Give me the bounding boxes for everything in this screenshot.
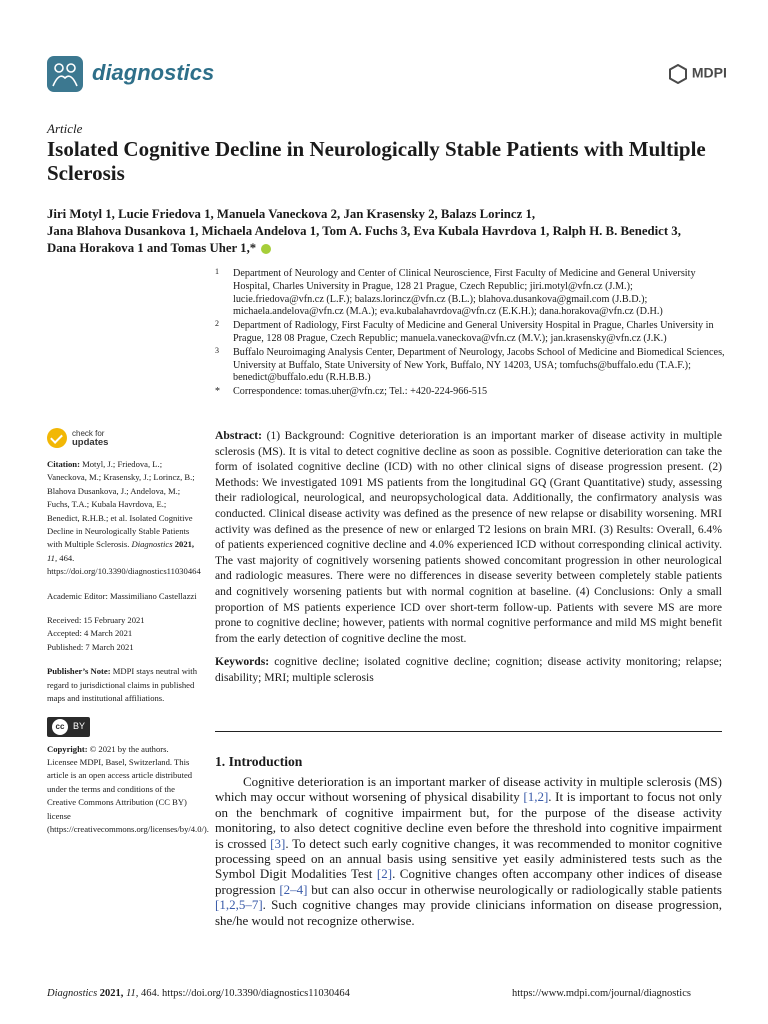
- reference-link[interactable]: [1,2]: [523, 789, 549, 805]
- citation-block: [47, 458, 199, 579]
- author-line: [47, 240, 727, 257]
- citation-journal: Diagnostics: [131, 539, 173, 550]
- affiliation-text: Department of Radiology, First Faculty of Medicine and General University Hospital in Prague, Charles University in Prague, 128 08 Prague, Czech Republic; manuela.vaneckova@vfn.cz (M.V.); jan.krasensky@vfn.cz (J.K.): [233, 320, 714, 344]
- journal-logo-icon: [47, 56, 83, 92]
- affiliation-number: 3: [215, 345, 219, 355]
- publisher-name: MDPI: [691, 64, 727, 81]
- intro-text: Cognitive deterioration is an important marker of disease activity in multiple sclerosis (MS) which may occur without worsening of physical disability: [215, 774, 722, 805]
- footer-journal: Diagnostics: [47, 988, 98, 999]
- affiliation-item: [215, 268, 725, 319]
- keywords: [215, 654, 722, 685]
- article-type: Article: [47, 121, 83, 136]
- footer-volume: 11,: [126, 988, 139, 999]
- publisher-note: [47, 665, 199, 705]
- dates-block: [47, 614, 199, 654]
- affiliation-number: 2: [215, 319, 219, 329]
- reference-link[interactable]: [2]: [376, 866, 393, 882]
- footer-doi[interactable]: 464. https://doi.org/10.3390/diagnostics11030464: [141, 988, 350, 999]
- check-updates-icon: [47, 428, 67, 448]
- abstract-label: Abstract:: [215, 429, 263, 442]
- check-for-updates-button[interactable]: [47, 428, 199, 448]
- intro-text: . To detect such early cognitive changes, it was recommended to monitor cognitive processing speed on an annual basis using sensitive yet easily administered tests such as the Symbol Digit Modalities Test: [215, 835, 722, 882]
- keywords-label: Keywords:: [215, 655, 270, 669]
- correspondence-text: Correspondence: tomas.uher@vfn.cz; Tel.: +420-224-966-515: [233, 386, 488, 398]
- intro-text: . Such cognitive changes may provide clinicians information on disease progression, she/he would not recognize otherwise.: [215, 897, 722, 928]
- orcid-icon[interactable]: [261, 244, 271, 254]
- article-title: Isolated Cognitive Decline in Neurologically Stable Patients with Multiple Sclerosis: [47, 137, 706, 185]
- keywords-text: cognitive decline; isolated cognitive decline; cognition; disease activity monitoring; relapse; disability; MRI; multiple sclerosis: [215, 655, 722, 684]
- copyright-label: Copyright:: [47, 743, 88, 754]
- updates-line1: check for: [72, 429, 105, 438]
- publisher-logo[interactable]: [668, 64, 727, 84]
- accepted-date: Accepted: 4 March 2021: [47, 628, 133, 639]
- mdpi-hexagon-icon: [668, 64, 688, 84]
- introduction-paragraph: [215, 774, 722, 928]
- copyright-text: © 2021 by the authors. Licensee MDPI, Basel, Switzerland. This article is an open access article distributed under the terms and conditions of the Creative Commons Attribution (CC BY) license (https://creativecommons.org/licenses/by/4.0/).: [47, 743, 209, 834]
- correspondence-mark: *: [215, 386, 220, 398]
- publisher-note-label: Publisher’s Note:: [47, 666, 111, 677]
- reference-link[interactable]: [3]: [270, 835, 286, 851]
- cc-by-label: BY: [73, 720, 86, 731]
- citation-text: Motyl, J.; Friedova, L.; Vaneckova, M.; Krasensky, J.; Lorincz, B.; Blahova Dusankova, J.; Andelova, M.; Fuchs, T.A.; Kubala Havrdova, E.; Benedict, R.H.B.; et al. Isolated Cognitive Decline in Neurologically Stable Patients with Multiple Sclerosis.: [47, 459, 195, 550]
- citation-volume: 11,: [47, 552, 58, 563]
- section-heading-introduction: 1. Introduction: [215, 754, 303, 769]
- affiliation-text: Buffalo Neuroimaging Analysis Center, Department of Neurology, Jacobs School of Medicine and Biomedical Sciences, University at Buffalo, State University of New York, Buffalo, NY 14203, USA; tomfuchs@buffalo.edu (T.A.F.); benedict@buffalo.edu (R.H.B.B.): [233, 346, 725, 384]
- publisher-note-text: MDPI stays neutral with regard to jurisdictional claims in published maps and institutional affiliations.: [47, 666, 197, 704]
- published-date: Published: 7 March 2021: [47, 641, 134, 652]
- copyright-block: [47, 743, 209, 837]
- reference-link[interactable]: [2–4]: [279, 881, 308, 897]
- cc-by-license-badge[interactable]: [47, 717, 90, 737]
- cc-icon: cc: [52, 719, 68, 735]
- intro-text: but can also occur in otherwise neurologically or radiologically stable patients: [307, 881, 722, 897]
- correspondence: [215, 386, 725, 399]
- affiliation-item: [215, 347, 725, 385]
- affiliation-text: Department of Neurology and Center of Clinical Neuroscience, First Faculty of Medicine and General University Hospital, Charles University in Prague, 128 21 Prague, Czech Republic; jiri.motyl@vfn.cz (J.M.); lucie.friedova@vfn.cz (L.F.); balazs.lorincz@vfn.cz (B.L.); blahova.dusankova@gmail.com (J.B.D.); michaela.andelova@vfn.cz (M.A.); eva.kubalahavrdova@vfn.cz (E.K.H.); dana.horakova@vfn.cz (D.H.): [233, 268, 696, 318]
- author-line: Jana Blahova Dusankova 1, Michaela Andelova 1, Tom A. Fuchs 3, Eva Kubala Havrdova 1, Ralph H. B. Benedict 3,: [47, 224, 681, 238]
- intro-text: . It is important to focus not only on the benchmark of cognitive impairment but, for the purpose of the disease activity monitoring, to also detect cognitive decline even before the threshold into cognitive impairment is crossed: [215, 789, 723, 851]
- abstract-text: (1) Background: Cognitive deterioration is an important marker of disease activity in multiple sclerosis (MS). It is vital to detect cognitive decline as soon as possible. Cognitive deterioration can take the form of isolated cognitive decline (ICD) with no other clinical signs of disease progression present. (2) Methods: We investigated 1091 MS patients from the longitudinal GQ (Grant Quantitative) study, assessing their radiological, neurological, and neuropsychological data. Additionally, the confirmatory analysis was conducted. Clinical disease activity was defined as the presence of new relapse or disability worsening. MRI activity was defined as the presence of new or enlarged T2 lesions on brain MRI. (3) Results: Overall, 6.4% of patients experienced cognitive decline and 4.0% experienced ICD without corresponding clinical activity. The vast majority of cognitively worsening patients showed concomitant progression in other neurological and radiologic measures. There were no differences in disease severity between completely stable patients and cognitively worsening patients but with normal cognition at baseline. (4) Conclusions: Only a small proportion of MS patients experience ICD over short-term follow-up. Patients with severe MS are more prone to cognitive decline; however, patients with normal cognitive performance and mild MS might benefit from the early detection of cognitive decline the most.: [215, 429, 722, 645]
- section-divider: [215, 731, 722, 732]
- citation-year: 2021,: [174, 539, 195, 550]
- citation-doi[interactable]: 464. https://doi.org/10.3390/diagnostics11030464: [47, 552, 201, 577]
- affiliations: [215, 268, 725, 400]
- author-line: Jiri Motyl 1, Lucie Friedova 1, Manuela Vaneckova 2, Jan Krasensky 2, Balazs Lorincz 1,: [47, 207, 536, 221]
- reference-link[interactable]: [1,2,5–7]: [215, 897, 263, 913]
- sidebar: [47, 428, 209, 836]
- affiliation-number: 1: [215, 267, 219, 276]
- author-line-text: Dana Horakova 1 and Tomas Uher 1,*: [47, 241, 257, 255]
- footer-year: 2021,: [99, 988, 124, 999]
- abstract-section: [215, 428, 722, 686]
- journal-name[interactable]: diagnostics: [92, 60, 215, 85]
- academic-editor: Academic Editor: Massimiliano Castellazzi: [47, 590, 197, 601]
- updates-line2: updates: [72, 437, 109, 448]
- abstract: [215, 428, 722, 646]
- author-list: [47, 206, 727, 257]
- footer-journal-url[interactable]: https://www.mdpi.com/journal/diagnostics: [512, 988, 691, 999]
- intro-text: . Cognitive changes often accompany other indices of disease progression: [215, 866, 722, 897]
- footer-citation: [47, 988, 350, 999]
- citation-label: Citation:: [47, 459, 80, 469]
- received-date: Received: 15 February 2021: [47, 615, 145, 626]
- affiliation-item: [215, 320, 725, 346]
